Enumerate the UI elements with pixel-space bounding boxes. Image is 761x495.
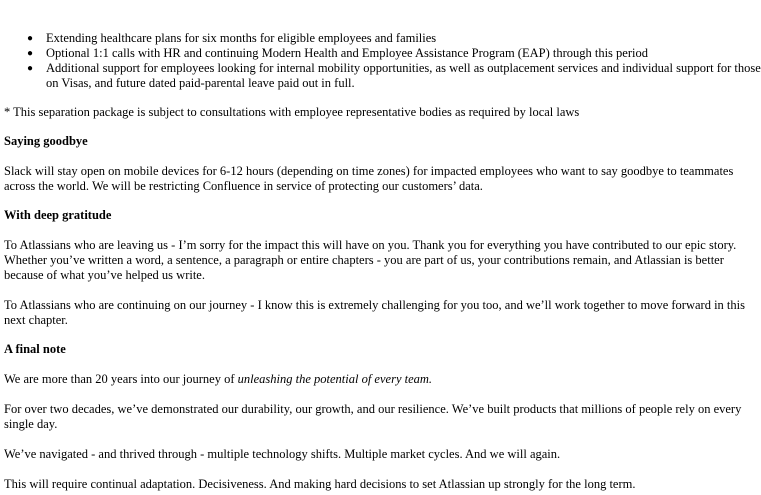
section-heading-final-note: A final note [4, 342, 66, 356]
section-heading-gratitude: With deep gratitude [4, 208, 112, 222]
benefits-list [4, 31, 761, 91]
list-item-text: Additional support for employees looking for internal mobility opportunities, as well as outplacement services and individual support for those on Visas, and future dated paid-parental leave paid out in full. [46, 61, 761, 90]
paragraph-technology-shifts: We’ve navigated - and thrived through - multiple technology shifts. Multiple market cycles. And we will again. [4, 447, 561, 461]
paragraph-journey-emphasis: unleashing the potential of every team. [237, 372, 433, 386]
list-item [4, 46, 761, 61]
paragraph-adaptation: This will require continual adaptation. Decisiveness. And making hard decisions to set Atlassian up strongly for the long term. [4, 477, 636, 491]
bullet-icon: ● [27, 63, 34, 74]
list-item-text: Extending healthcare plans for six months for eligible employees and families [46, 31, 437, 45]
bullet-icon: ● [27, 48, 34, 59]
paragraph-gratitude-continuing: To Atlassians who are continuing on our journey - I know this is extremely challenging for you too, and we’ll work together to move forward in this next chapter. [4, 298, 745, 327]
document-page [4, 0, 761, 492]
list-item [4, 61, 761, 91]
paragraph-journey [4, 372, 761, 387]
paragraph-gratitude-leaving: To Atlassians who are leaving us - I’m sorry for the impact this will have on you. Thank you for everything you have contributed to our epic story. Whether you’ve written a word, a sentence, a paragraph or entire chapters - you are part of us, your contributions remain, and Atlassian is better because of what you’ve helped us write. [4, 238, 737, 282]
list-item [4, 31, 761, 46]
section-heading-saying-goodbye: Saying goodbye [4, 134, 88, 148]
separation-note: * This separation package is subject to consultations with employee representative bodies as required by local laws [4, 105, 580, 119]
list-item-text: Optional 1:1 calls with HR and continuing Modern Health and Employee Assistance Program (EAP) through this period [46, 46, 648, 60]
paragraph-saying-goodbye: Slack will stay open on mobile devices for 6-12 hours (depending on time zones) for impacted employees who want to say goodbye to teammates across the world. We will be restricting Confluence in service of protecting our customers’ data. [4, 164, 734, 193]
bullet-icon: ● [27, 33, 34, 44]
paragraph-journey-text: We are more than 20 years into our journey of [4, 372, 238, 386]
paragraph-durability: For over two decades, we’ve demonstrated our durability, our growth, and our resilience. We’ve built products that millions of people rely on every single day. [4, 402, 742, 431]
